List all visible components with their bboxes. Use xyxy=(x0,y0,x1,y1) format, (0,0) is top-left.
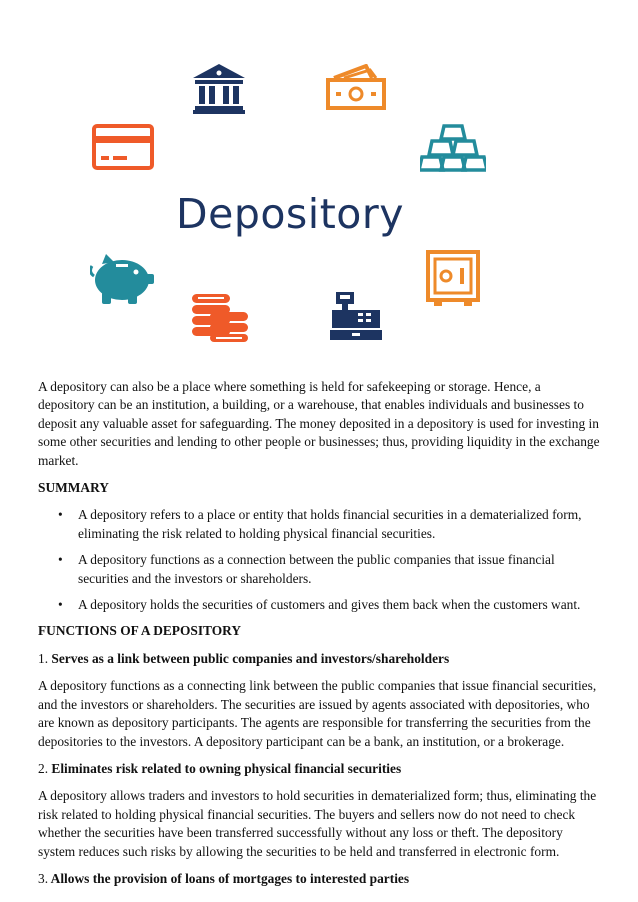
hero-illustration xyxy=(0,0,638,360)
credit-card-icon xyxy=(92,124,154,170)
function-title-1: 1. Serves as a link between public companies and investors/shareholders xyxy=(38,650,450,666)
bank-icon xyxy=(193,64,245,114)
summary-item: • A depository holds the securities of customers and gives them back when the customers want. xyxy=(38,596,600,614)
summary-heading: SUMMARY xyxy=(38,480,109,496)
summary-item: • A depository functions as a connection between the public companies that issue financial securities and the investors or shareholders. xyxy=(58,552,555,586)
functions-heading: FUNCTIONS OF A DEPOSITORY xyxy=(38,623,242,639)
bullet-icon: • xyxy=(58,552,63,568)
piggy-bank-icon xyxy=(90,254,160,306)
cash-register-icon xyxy=(330,292,382,340)
bullet-icon: • xyxy=(58,597,63,613)
function-body-1: A depository functions as a connecting link between the public companies that issue financial securities, and the investors or shareholders. The securities are issued by agents associated with depositories, who are known as depository participants. The agents are responsible for transferring the securities from the depositories to the investors. A depository participant can be a bank, an institution, or a brokerage. xyxy=(38,678,597,749)
safe-icon xyxy=(426,250,480,308)
function-title-2: 2. Eliminates risk related to owning physical financial securities xyxy=(38,760,402,776)
gold-bars-icon xyxy=(420,124,486,172)
summary-item: • A depository refers to a place or entity that holds financial securities in a dematerialized form, eliminating the risk related to holding physical financial securities. xyxy=(58,507,582,541)
hero-title: Depository xyxy=(176,190,404,238)
intro-paragraph: A depository can also be a place where something is held for safekeeping or storage. Hence, a depository can be an institution, a building, or a warehouse, that enables individuals and businesses to deposit any valuable asset for safeguarding. The money deposited in a depository is used for investing in some other securities and lending to other people or businesses; thus, providing liquidity in the exchange market. xyxy=(38,379,600,468)
summary-list xyxy=(38,506,600,614)
cash-icon xyxy=(326,64,386,110)
document-body xyxy=(38,378,600,897)
function-body-2: A depository allows traders and investors to hold securities in dematerialized form; thus, eliminating the risk related to holding physical financial securities. The buyers and sellers now do not need to check whether the securities have been transferred successfully without any loss or theft. The depository system reduces such risks by allowing the securities to be held and transferred in electronic form. xyxy=(38,788,597,859)
bullet-icon: • xyxy=(58,507,63,523)
coins-icon xyxy=(190,292,250,342)
function-title-3: 3. Allows the provision of loans of mortgages to interested parties xyxy=(38,870,410,886)
